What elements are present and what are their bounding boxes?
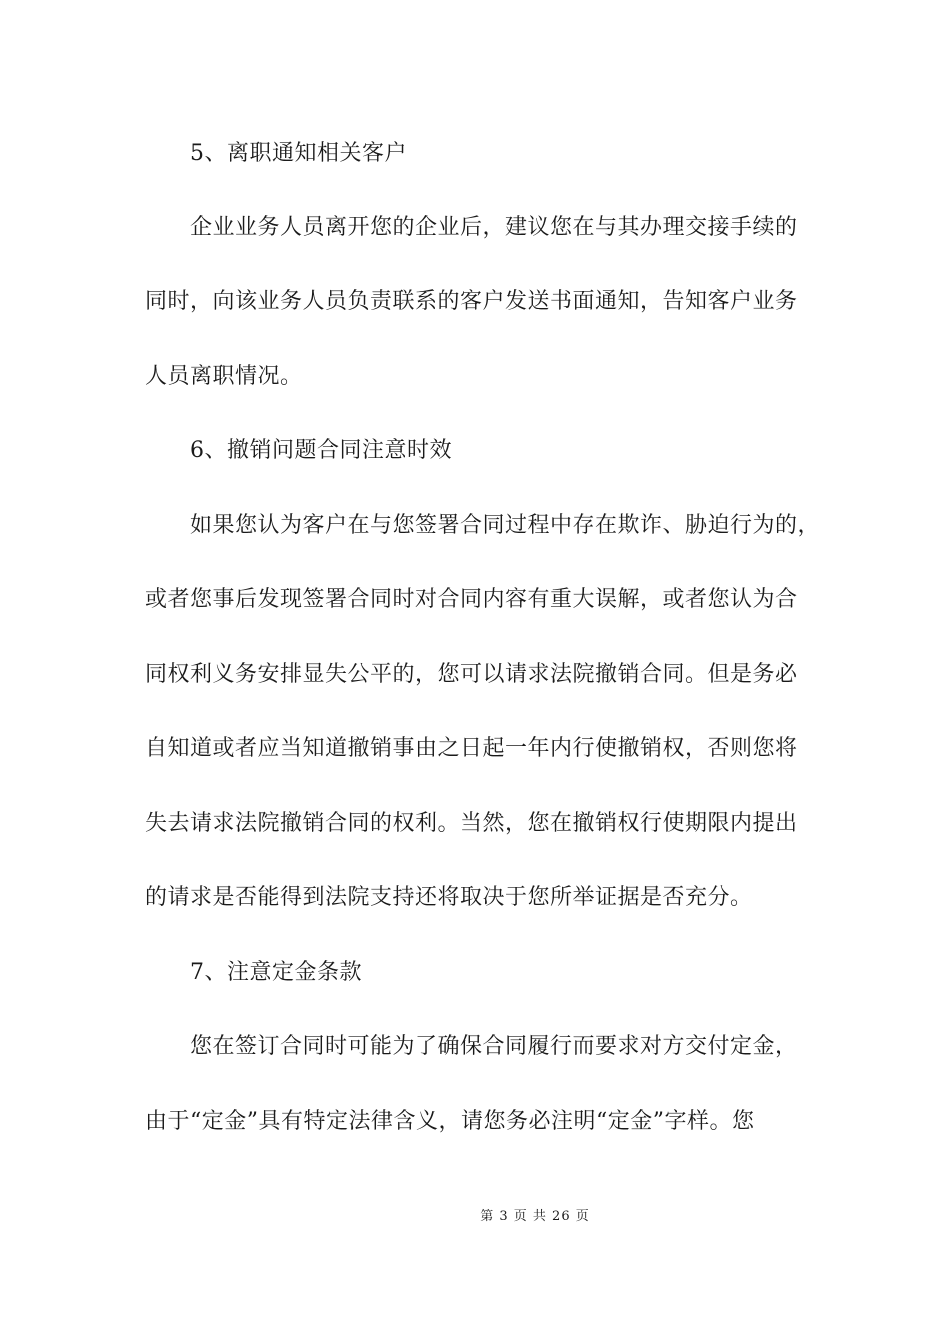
paragraph-line: 同权利义务安排显失公平的，您可以请求法院撤销合同。但是务必 bbox=[145, 662, 798, 687]
paragraph-line: 如果您认为客户在与您签署合同过程中存在欺诈、胁迫行为的， bbox=[190, 513, 821, 538]
paragraph-line: 企业业务人员离开您的企业后，建议您在与其办理交接手续的 bbox=[190, 215, 798, 240]
paragraph-line: 的请求是否能得到法院支持还将取决于您所举证据是否充分。 bbox=[145, 885, 753, 910]
paragraph-line: 您在签订合同时可能为了确保合同履行而要求对方交付定金， bbox=[190, 1034, 798, 1059]
paragraph-line: 同时，向该业务人员负责联系的客户发送书面通知，告知客户业务 bbox=[145, 289, 798, 314]
page-number-footer: 第 3 页 共 26 页 bbox=[480, 1209, 590, 1224]
paragraph-line: 自知道或者应当知道撤销事由之日起一年内行使撤销权，否则您将 bbox=[145, 736, 798, 761]
paragraph-line: 或者您事后发现签署合同时对合同内容有重大误解，或者您认为合 bbox=[145, 587, 798, 612]
section-heading-7: 7、注意定金条款 bbox=[190, 960, 362, 985]
paragraph-line: 由于“定金”具有特定法律含义，请您务必注明“定金”字样。您 bbox=[145, 1109, 755, 1134]
section-heading-5: 5、离职通知相关客户 bbox=[190, 141, 407, 166]
paragraph-line: 失去请求法院撤销合同的权利。当然，您在撤销权行使期限内提出 bbox=[145, 811, 798, 836]
paragraph-line: 人员离职情况。 bbox=[145, 364, 303, 389]
section-heading-6: 6、撤销问题合同注意时效 bbox=[190, 438, 452, 463]
